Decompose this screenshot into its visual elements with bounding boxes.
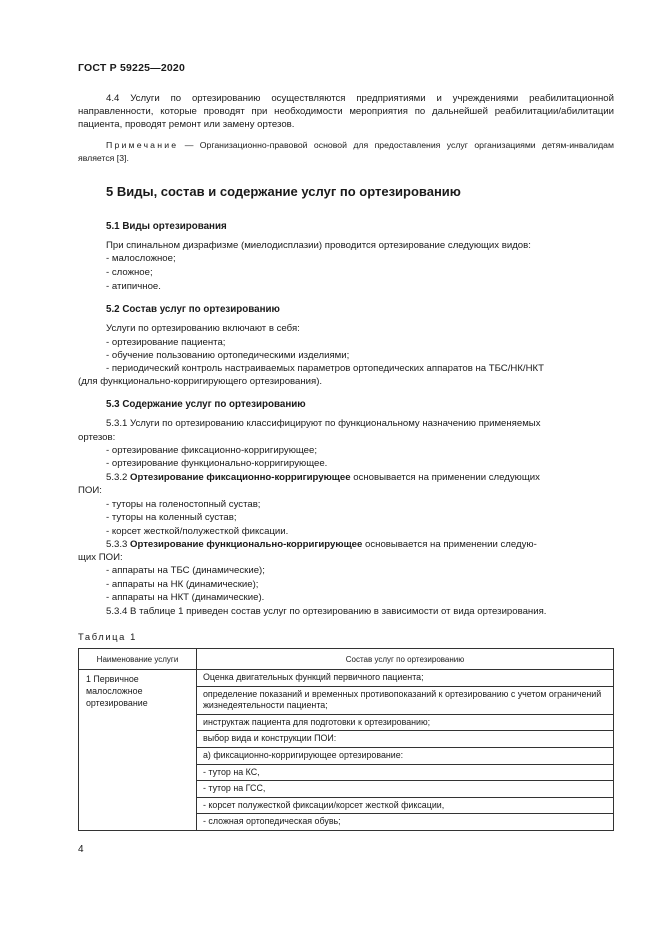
note-text: — Организационно-правовой основой для предоставления услуг организациями детям-инвалидам является [3].: [78, 140, 614, 163]
paragraph-5-3-3-cont: щих ПОИ:: [78, 552, 123, 563]
table-header-row: [79, 649, 614, 670]
service-item: определение показаний и временных противопоказаний к ортезированию с учетом ограничений жизнедеятельности пациента;: [197, 687, 613, 715]
section-5-2-intro: Услуги по ортезированию включают в себя:: [106, 323, 300, 334]
service-name: 1 Первичное малосложное ортезирование: [86, 674, 148, 708]
list-item: - аппараты на НК (динамические);: [106, 579, 259, 590]
paragraph-text: основывается на применении следую-: [362, 539, 537, 550]
section-5-1-intro: При спинальном дизрафизме (миелодисплазии) проводится ортезирование следующих видов:: [106, 240, 531, 251]
paragraph-5-3-1-cont: ортезов:: [78, 432, 116, 443]
list-item: - сложное;: [106, 267, 153, 278]
bold-term: Ортезирование фиксационно-корригирующее: [130, 472, 351, 483]
list-item: - корсет жесткой/полужесткой фиксации.: [106, 526, 289, 537]
list-item: - туторы на коленный сустав;: [106, 512, 237, 523]
standard-header: ГОСТ Р 59225—2020: [78, 62, 186, 74]
list-item: - туторы на голеностопный сустав;: [106, 499, 261, 510]
service-item: а) фиксационно-корригирующее ортезирование:: [197, 748, 613, 765]
section-5-3-title: 5.3 Содержание услуг по ортезированию: [106, 399, 306, 410]
service-item: - корсет полужесткой фиксации/корсет жесткой фиксации,: [197, 798, 613, 815]
paragraph-5-3-2-cont: ПОИ:: [78, 485, 102, 496]
note: [78, 139, 614, 164]
table-caption: Таблица 1: [78, 631, 137, 642]
list-item: - аппараты на НКТ (динамические).: [106, 592, 265, 603]
list-item: - ортезирование фиксационно-корригирующее;: [106, 445, 318, 456]
table-header: Состав услуг по ортезированию: [197, 649, 614, 670]
paragraph-5-3-2: [106, 471, 540, 484]
table-row: [79, 670, 614, 831]
list-item: - аппараты на ТБС (динамические);: [106, 565, 265, 576]
paragraph-5-3-3: [106, 538, 537, 551]
list-item: - атипичное.: [106, 281, 161, 292]
note-label: Примечание: [106, 140, 179, 150]
section-5-1-title: 5.1 Виды ортезирования: [106, 221, 227, 232]
service-item: - тутор на КС,: [197, 765, 613, 782]
service-item: Оценка двигательных функций первичного пациента;: [197, 670, 613, 687]
service-item: выбор вида и конструкции ПОИ:: [197, 731, 613, 748]
list-item: - ортезирование функционально-корригирующее.: [106, 458, 328, 469]
list-item: - обучение пользованию ортопедическими изделиями;: [106, 350, 350, 361]
paragraph-text: основывается на применении следующих: [350, 472, 540, 483]
section-5-2-title: 5.2 Состав услуг по ортезированию: [106, 304, 280, 315]
paragraph-5-3-1: 5.3.1 Услуги по ортезированию классифицируют по функциональному назначению применяемых: [106, 418, 541, 429]
section-5-title: 5 Виды, состав и содержание услуг по ортезированию: [106, 184, 461, 199]
list-item-continuation: (для функционально-корригирующего ортезирования).: [78, 376, 323, 387]
list-item: - периодический контроль настраиваемых параметров ортопедических аппаратов на ТБС/НК/НКТ: [106, 363, 544, 374]
paragraph-number: 5.3.2: [106, 472, 131, 483]
bold-term: Ортезирование функционально-корригирующее: [130, 539, 363, 550]
service-item: инструктаж пациента для подготовки к ортезированию;: [197, 715, 613, 732]
table-cell-services: [197, 670, 614, 831]
list-item: - ортезирование пациента;: [106, 337, 226, 348]
table-header: Наименование услуги: [79, 649, 197, 670]
services-table: [78, 648, 614, 831]
service-item: - сложная ортопедическая обувь;: [203, 816, 341, 827]
page-number: 4: [78, 844, 84, 855]
paragraph-4-4: 4.4 Услуги по ортезированию осуществляются предприятиями и учреждениями реабилитационной направленности, которые проводят при необходимости мероприятия по дальнейшей реабилитации/абилитации пациента, проводят ремонт или замену ортезов.: [78, 93, 614, 131]
table-cell-service: [79, 670, 197, 831]
list-item: - малосложное;: [106, 253, 176, 264]
service-item: - тутор на ГСС,: [197, 781, 613, 798]
paragraph-number: 5.3.3: [106, 539, 131, 550]
paragraph-5-3-4: 5.3.4 В таблице 1 приведен состав услуг по ортезированию в зависимости от вида ортезирования.: [106, 606, 547, 617]
